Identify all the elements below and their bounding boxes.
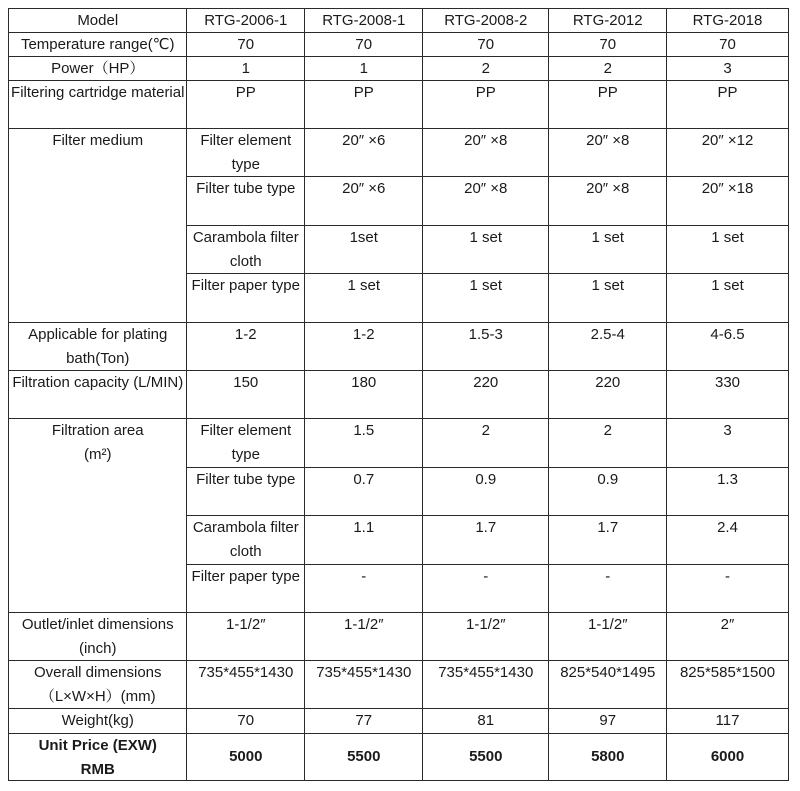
weight-rtg-2006-1: 70 xyxy=(186,708,306,735)
label-filtration-capacity: Filtration capacity (L/MIN) xyxy=(8,370,188,420)
filter-medium-tube-rtg-2012: 20″ ×8 xyxy=(548,176,668,227)
filtration-area-sub-element: Filter element type xyxy=(186,418,306,469)
header-rtg-2012: RTG-2012 xyxy=(548,8,668,34)
header-model: Model xyxy=(8,8,188,34)
label-power: Power（HP） xyxy=(8,56,188,82)
plating-bath-rtg-2012: 2.5-4 xyxy=(548,322,668,372)
label-unit-price: Unit Price (EXW) RMB xyxy=(8,733,188,781)
plating-bath-rtg-2018: 4-6.5 xyxy=(666,322,789,372)
dimensions-rtg-2018: 825*585*1500 xyxy=(666,660,789,710)
area-tube-rtg-2012: 0.9 xyxy=(548,467,668,517)
filter-medium-paper-rtg-2008-2: 1 set xyxy=(422,273,550,324)
filter-medium-element-rtg-2008-1: 20″ ×6 xyxy=(304,128,424,178)
area-tube-rtg-2008-1: 0.7 xyxy=(304,467,424,517)
outlet-rtg-2012: 1-1/2″ xyxy=(548,612,668,662)
cartridge-rtg-2018: PP xyxy=(666,80,789,130)
filter-medium-element-rtg-2018: 20″ ×12 xyxy=(666,128,789,178)
label-filter-medium: Filter medium xyxy=(8,128,188,324)
plating-bath-rtg-2008-1: 1-2 xyxy=(304,322,424,372)
filter-medium-sub-carambola: Carambola filter cloth xyxy=(186,225,306,275)
label-filtration-area xyxy=(8,418,188,614)
temperature-rtg-2008-2: 70 xyxy=(422,32,550,58)
label-temperature-range: Temperature range(℃) xyxy=(8,32,188,58)
label-overall-dimensions: Overall dimensions （L×W×H）(mm) xyxy=(8,660,188,710)
capacity-rtg-2008-2: 220 xyxy=(422,370,550,420)
filter-medium-carambola-rtg-2008-1: 1set xyxy=(304,225,424,275)
power-rtg-2018: 3 xyxy=(666,56,789,82)
outlet-rtg-2006-1: 1-1/2″ xyxy=(186,612,306,662)
cartridge-rtg-2012: PP xyxy=(548,80,668,130)
area-carambola-rtg-2018: 2.4 xyxy=(666,515,789,566)
header-rtg-2008-2: RTG-2008-2 xyxy=(422,8,550,34)
dimensions-rtg-2012: 825*540*1495 xyxy=(548,660,668,710)
area-tube-rtg-2018: 1.3 xyxy=(666,467,789,517)
label-outlet-inlet-dimensions: Outlet/inlet dimensions (inch) xyxy=(8,612,188,662)
area-tube-rtg-2008-2: 0.9 xyxy=(422,467,550,517)
filter-medium-carambola-rtg-2018: 1 set xyxy=(666,225,789,275)
header-rtg-2006-1: RTG-2006-1 xyxy=(186,8,306,34)
capacity-rtg-2006-1: 150 xyxy=(186,370,306,420)
filter-medium-carambola-rtg-2008-2: 1 set xyxy=(422,225,550,275)
filter-medium-paper-rtg-2018: 1 set xyxy=(666,273,789,324)
area-element-rtg-2008-2: 2 xyxy=(422,418,550,469)
filter-medium-carambola-rtg-2012: 1 set xyxy=(548,225,668,275)
outlet-rtg-2008-2: 1-1/2″ xyxy=(422,612,550,662)
plating-bath-rtg-2008-2: 1.5-3 xyxy=(422,322,550,372)
outlet-rtg-2008-1: 1-1/2″ xyxy=(304,612,424,662)
power-rtg-2006-1: 1 xyxy=(186,56,306,82)
capacity-rtg-2018: 330 xyxy=(666,370,789,420)
filter-medium-sub-element: Filter element type xyxy=(186,128,306,178)
plating-bath-rtg-2006-1: 1-2 xyxy=(186,322,306,372)
area-paper-rtg-2008-1: - xyxy=(304,564,424,614)
filtration-area-sub-tube: Filter tube type xyxy=(186,467,306,517)
cartridge-rtg-2008-1: PP xyxy=(304,80,424,130)
area-carambola-rtg-2008-2: 1.7 xyxy=(422,515,550,566)
filter-medium-tube-rtg-2008-1: 20″ ×6 xyxy=(304,176,424,227)
label-applicable-plating-bath: Applicable for plating bath(Ton) xyxy=(8,322,188,372)
label-weight: Weight(kg) xyxy=(8,708,188,735)
price-rtg-2008-1: 5500 xyxy=(304,733,424,781)
filtration-area-sub-paper: Filter paper type xyxy=(186,564,306,614)
dimensions-rtg-2008-1: 735*455*1430 xyxy=(304,660,424,710)
filter-medium-element-rtg-2012: 20″ ×8 xyxy=(548,128,668,178)
temperature-rtg-2018: 70 xyxy=(666,32,789,58)
filter-medium-paper-rtg-2012: 1 set xyxy=(548,273,668,324)
filtration-area-title: Filtration area xyxy=(51,422,144,439)
header-rtg-2008-1: RTG-2008-1 xyxy=(304,8,424,34)
area-element-rtg-2008-1: 1.5 xyxy=(304,418,424,469)
area-carambola-rtg-2008-1: 1.1 xyxy=(304,515,424,566)
temperature-rtg-2006-1: 70 xyxy=(186,32,306,58)
temperature-rtg-2012: 70 xyxy=(548,32,668,58)
filter-medium-tube-rtg-2008-2: 20″ ×8 xyxy=(422,176,550,227)
filter-medium-paper-rtg-2008-1: 1 set xyxy=(304,273,424,324)
power-rtg-2008-1: 1 xyxy=(304,56,424,82)
filtration-area-unit: (m²) xyxy=(84,446,112,463)
filter-medium-sub-paper: Filter paper type xyxy=(186,273,306,324)
cartridge-rtg-2008-2: PP xyxy=(422,80,550,130)
capacity-rtg-2012: 220 xyxy=(548,370,668,420)
area-carambola-rtg-2012: 1.7 xyxy=(548,515,668,566)
dimensions-rtg-2008-2: 735*455*1430 xyxy=(422,660,550,710)
weight-rtg-2012: 97 xyxy=(548,708,668,735)
temperature-rtg-2008-1: 70 xyxy=(304,32,424,58)
filter-medium-element-rtg-2008-2: 20″ ×8 xyxy=(422,128,550,178)
price-rtg-2006-1: 5000 xyxy=(186,733,306,781)
filter-medium-tube-rtg-2018: 20″ ×18 xyxy=(666,176,789,227)
filtration-area-sub-carambola: Carambola filter cloth xyxy=(186,515,306,566)
outlet-rtg-2018: 2″ xyxy=(666,612,789,662)
weight-rtg-2018: 117 xyxy=(666,708,789,735)
power-rtg-2012: 2 xyxy=(548,56,668,82)
price-rtg-2018: 6000 xyxy=(666,733,789,781)
dimensions-rtg-2006-1: 735*455*1430 xyxy=(186,660,306,710)
capacity-rtg-2008-1: 180 xyxy=(304,370,424,420)
label-filtering-cartridge-material: Filtering cartridge material xyxy=(8,80,188,130)
price-rtg-2012: 5800 xyxy=(548,733,668,781)
area-paper-rtg-2012: - xyxy=(548,564,668,614)
power-rtg-2008-2: 2 xyxy=(422,56,550,82)
cartridge-rtg-2006-1: PP xyxy=(186,80,306,130)
filter-medium-sub-tube: Filter tube type xyxy=(186,176,306,227)
weight-rtg-2008-2: 81 xyxy=(422,708,550,735)
header-rtg-2018: RTG-2018 xyxy=(666,8,789,34)
area-paper-rtg-2018: - xyxy=(666,564,789,614)
price-rtg-2008-2: 5500 xyxy=(422,733,550,781)
weight-rtg-2008-1: 77 xyxy=(304,708,424,735)
area-paper-rtg-2008-2: - xyxy=(422,564,550,614)
area-element-rtg-2018: 3 xyxy=(666,418,789,469)
spec-grid xyxy=(8,8,789,781)
area-element-rtg-2012: 2 xyxy=(548,418,668,469)
